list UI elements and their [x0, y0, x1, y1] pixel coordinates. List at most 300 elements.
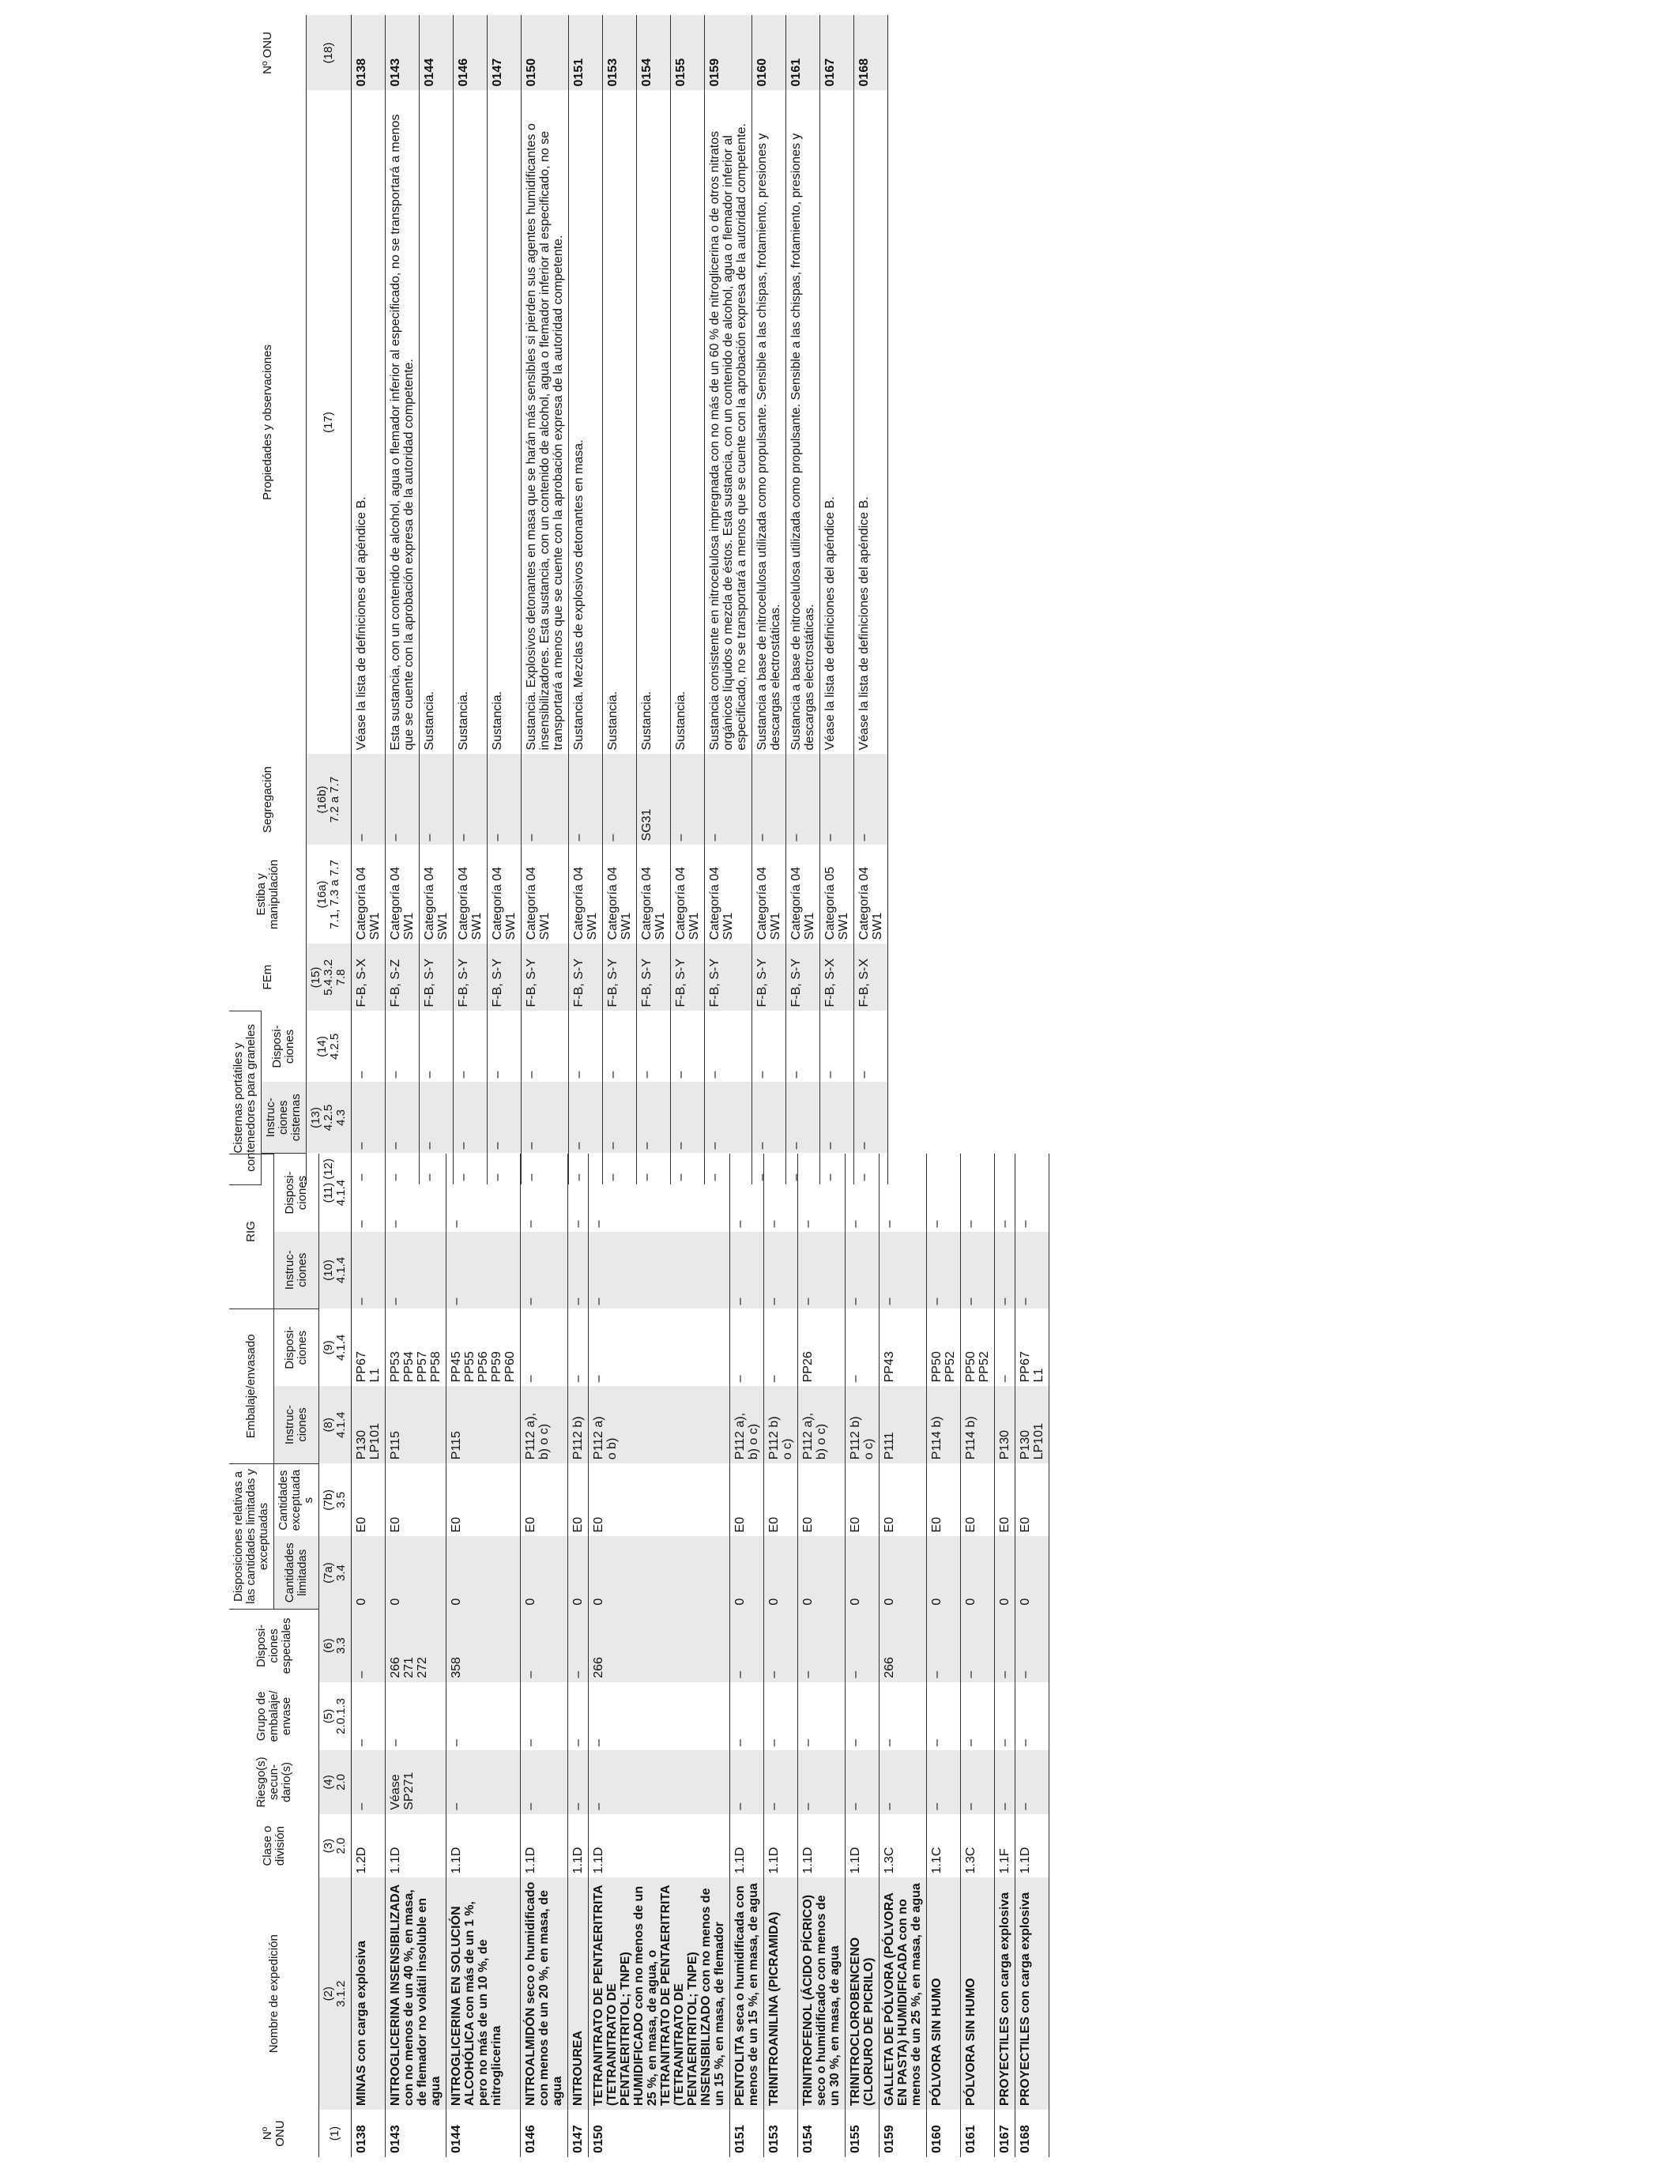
hdr-onu-right: Nº ONU — [229, 15, 307, 90]
cell-disp-cisternas: – — [854, 1011, 888, 1082]
cell-riesgo: Véase SP271 — [386, 1750, 446, 1814]
cell-nombre: TRINITROANILINA (PICRAMIDA) — [764, 1877, 798, 2110]
cell-estiba: Categoría 04 SW1 — [705, 845, 752, 943]
ref-c6: (6) 3.3 — [319, 1610, 352, 1682]
cell-instr-cisternas: – — [569, 1083, 603, 1154]
cell-emb-instr: P115 — [446, 1386, 521, 1463]
cell-onu-right: 0150 — [522, 15, 569, 90]
cell-onu-right: 0160 — [752, 15, 786, 90]
cell-disp-cisternas: – — [420, 1011, 454, 1082]
hdr-propiedades: Propiedades y observaciones — [229, 90, 307, 754]
ref-c2: (2) 3.1.2 — [319, 1877, 352, 2110]
cell-propiedades: Sustancia. — [637, 90, 671, 754]
cell-onu: 0161 — [961, 2110, 995, 2157]
cell-nombre: PROYECTILES con carga explosiva — [995, 1877, 1015, 2110]
ref-c15: (15) 5.4.3.2 7.8 — [307, 943, 352, 1011]
ref-c16a: (16a) 7.1, 7.3 a 7.7 — [307, 845, 352, 943]
ref-c4: (4) 2.0 — [319, 1750, 352, 1814]
cell-disp-especiales: – — [1015, 1610, 1049, 1682]
hdr-group-cantidades: Disposiciones relativas a las cantidades limitadas y exceptuadas — [229, 1463, 274, 1609]
cell-propiedades: Sustancia consistente en nitrocelulosa impregnada con no más de un 60 % de nitroglicerina o de otros nitratos orgánicos líquidos o mezcla de éstos. Esta sustancia, con un contenido de alcohol, agua o flemador inferior al especificado, no se transportará a menos que se cuente con la aprobación expresa de la autoridad competente. — [705, 90, 752, 754]
hdr-disp-especiales: Disposi- ciones especiales — [229, 1610, 319, 1682]
cell-instr-cisternas: – — [420, 1083, 454, 1154]
cell-onu: 0143 — [386, 2110, 446, 2157]
cell-c12: – — [820, 1154, 854, 1185]
cell-rig-disp: – — [386, 1154, 446, 1232]
cell-fem: F-B, S-X — [820, 943, 854, 1011]
cell-fem: F-B, S-Y — [488, 943, 522, 1011]
table-row — [603, 15, 637, 1184]
cell-c12: – — [752, 1154, 786, 1185]
ref-c16b: (16b) 7.2 a 7.7 — [307, 754, 352, 845]
right-table-rotated — [229, 16, 1501, 1185]
cell-emb-disp: – — [521, 1309, 568, 1386]
cell-emb-disp: PP50 PP52 — [961, 1309, 995, 1386]
cell-grupo: – — [880, 1682, 927, 1750]
cell-fem: F-B, S-Y — [522, 943, 569, 1011]
ref-c18: (18) — [307, 15, 352, 90]
cell-fem: F-B, S-Y — [454, 943, 488, 1011]
cell-nombre: TETRANITRATO DE PENTAERITRITA (TETRANITRATO DE PENTAERITRITOL; TNPE) HUMIDIFICADO con no menos de un 25 %, en masa, de agua, o TETRANITRATO DE PENTAERITRITA (TETRANITRATO DE PENTAERITRITOL; TNPE) INSENSIBILIZADO con no menos de un 15 %, en masa, de flemador — [589, 1877, 730, 2110]
cell-estiba: Categoría 04 SW1 — [752, 845, 786, 943]
cell-disp-especiales: – — [730, 1610, 764, 1682]
cell-disp-cisternas: – — [603, 1011, 637, 1082]
cell-clase: 1.2D — [352, 1814, 386, 1878]
cell-rig-disp: – — [995, 1154, 1015, 1232]
table-row — [820, 15, 854, 1184]
cell-fem: F-B, S-Y — [671, 943, 705, 1011]
cell-emb-disp: – — [568, 1309, 589, 1386]
cell-riesgo: – — [1015, 1750, 1049, 1814]
cell-emb-disp: – — [846, 1309, 880, 1386]
cell-segregacion: – — [569, 754, 603, 845]
cell-disp-cisternas: – — [752, 1011, 786, 1082]
cell-propiedades: Esta sustancia, con un contenido de alcohol, agua o flemador inferior al especificado, no se transportará a menos que se cuente con la aprobación expresa de la autoridad competente. — [386, 90, 420, 754]
cell-riesgo: – — [927, 1750, 961, 1814]
cell-c12: – — [637, 1154, 671, 1185]
cell-emb-instr: P112 b) o c) — [846, 1386, 880, 1463]
cell-disp-especiales: – — [995, 1610, 1015, 1682]
cell-emb-instr: P130 LP101 — [1015, 1386, 1049, 1463]
cell-nombre: PÓLVORA SIN HUMO — [927, 1877, 961, 2110]
cell-onu-right: 0147 — [488, 15, 522, 90]
hdr-cant-exceptuadas: Cantidades exceptuadas — [274, 1463, 319, 1536]
cell-disp-especiales: – — [764, 1610, 798, 1682]
cell-emb-disp: PP67 L1 — [352, 1309, 386, 1386]
cell-rig-disp: – — [961, 1154, 995, 1232]
cell-segregacion: SG31 — [637, 754, 671, 845]
cell-c12: – — [352, 1154, 386, 1185]
cell-fem: F-B, S-Y — [603, 943, 637, 1011]
cell-segregacion: – — [488, 754, 522, 845]
cell-emb-disp: PP67 L1 — [1015, 1309, 1049, 1386]
cell-onu-right: 0161 — [786, 15, 820, 90]
hdr-onu: Nº ONU — [229, 2110, 319, 2157]
cell-nombre: TRINITROFENOL (ÁCIDO PÍCRICO) seco o humidificado con menos de un 30 %, en masa, de agua — [798, 1877, 846, 2110]
table-row — [446, 1154, 521, 2158]
hdr-instr-cisternas: Instruc- ciones cisternas — [262, 1083, 307, 1154]
cell-estiba: Categoría 04 SW1 — [386, 845, 420, 943]
cell-clase: 1.1D — [730, 1814, 764, 1878]
cell-onu: 0159 — [880, 2110, 927, 2157]
table-row — [854, 15, 888, 1184]
cell-cant-limitadas: 0 — [568, 1536, 589, 1609]
cell-rig-instr: – — [521, 1232, 568, 1309]
cell-riesgo: – — [880, 1750, 927, 1814]
cell-riesgo: – — [521, 1750, 568, 1814]
cell-grupo: – — [352, 1682, 386, 1750]
cell-c12: – — [603, 1154, 637, 1185]
cell-cant-exceptuadas: E0 — [995, 1463, 1015, 1536]
table-row — [961, 1154, 995, 2158]
ref-c12: (12) — [307, 1154, 352, 1185]
cell-emb-disp: – — [730, 1309, 764, 1386]
cell-disp-cisternas: – — [488, 1011, 522, 1082]
cell-rig-instr: – — [386, 1232, 446, 1309]
cell-onu-right: 0154 — [637, 15, 671, 90]
ref-c9: (9) 4.1.4 — [319, 1309, 352, 1386]
cell-disp-especiales: – — [961, 1610, 995, 1682]
cell-propiedades: Sustancia. Explosivos detonantes en masa que se harán más sensibles si pierden sus agentes humidificantes o insensibilizadores. Esta sustancia, con un contenido de alcohol, agua o flemador inferior al especificado, no se transportará a menos que se cuente con la aprobación expresa de la autoridad competente. — [522, 90, 569, 754]
cell-disp-cisternas: – — [671, 1011, 705, 1082]
ref-c14: (14) 4.2.5 — [307, 1011, 352, 1082]
cell-emb-instr: P111 — [880, 1386, 927, 1463]
cell-cant-exceptuadas: E0 — [352, 1463, 386, 1536]
cell-instr-cisternas: – — [820, 1083, 854, 1154]
hdr-clase: Clase o división — [229, 1814, 319, 1878]
cell-onu: 0168 — [1015, 2110, 1049, 2157]
cell-fem: F-B, S-Y — [786, 943, 820, 1011]
table-row — [637, 15, 671, 1184]
cell-instr-cisternas: – — [854, 1083, 888, 1154]
cell-riesgo: – — [995, 1750, 1015, 1814]
cell-nombre: NITROALMIDÓN seco o humidificado con menos de un 20 %, en masa, de agua — [521, 1877, 568, 2110]
cell-cant-exceptuadas: E0 — [961, 1463, 995, 1536]
cell-clase: 1.1D — [1015, 1814, 1049, 1878]
cell-c12: – — [454, 1154, 488, 1185]
cell-cant-exceptuadas: E0 — [589, 1463, 730, 1536]
hdr-emb-disp: Disposi- ciones — [274, 1309, 319, 1386]
cell-nombre: TRINITROCLOROBENCENO (CLORURO DE PICRILO) — [846, 1877, 880, 2110]
table-row — [386, 15, 420, 1184]
cell-nombre: NITROUREA — [568, 1877, 589, 2110]
cell-estiba: Categoría 04 SW1 — [786, 845, 820, 943]
cell-cant-limitadas: 0 — [995, 1536, 1015, 1609]
cell-emb-instr: P112 a) o b) — [589, 1386, 730, 1463]
cell-segregacion: – — [454, 754, 488, 845]
hdr-cant-limitadas: Cantidades limitadas — [274, 1536, 319, 1609]
cell-cant-limitadas: 0 — [846, 1536, 880, 1609]
hdr-segregacion: Segregación — [229, 754, 307, 845]
cell-segregacion: – — [522, 754, 569, 845]
table-row — [705, 15, 752, 1184]
cell-rig-disp: – — [568, 1154, 589, 1232]
cell-instr-cisternas: – — [786, 1083, 820, 1154]
cell-propiedades: Sustancia. — [603, 90, 637, 754]
cell-onu: 0138 — [352, 2110, 386, 2157]
cell-segregacion: – — [386, 754, 420, 845]
cell-disp-especiales: 266 — [589, 1610, 730, 1682]
cell-propiedades: Sustancia. — [454, 90, 488, 754]
hdr-rig-disp: Disposi- ciones — [274, 1154, 319, 1232]
cell-clase: 1.3C — [880, 1814, 927, 1878]
cell-emb-disp: PP53 PP54 PP57 PP58 — [386, 1309, 446, 1386]
cell-rig-disp: – — [1015, 1154, 1049, 1232]
cell-disp-especiales: 266 — [880, 1610, 927, 1682]
cell-fem: F-B, S-Y — [705, 943, 752, 1011]
table-row — [420, 15, 454, 1184]
table-row — [386, 1154, 446, 2158]
cell-grupo: – — [730, 1682, 764, 1750]
table-row — [589, 1154, 730, 2158]
ref-c7a: (7a) 3.4 — [319, 1536, 352, 1609]
cell-instr-cisternas: – — [386, 1083, 420, 1154]
table-row — [798, 1154, 846, 2158]
cell-riesgo: – — [568, 1750, 589, 1814]
right-table — [229, 15, 888, 1185]
table-row — [730, 1154, 764, 2158]
cell-rig-disp: – — [798, 1154, 846, 1232]
hdr-grupo: Grupo de embalaje/ envase — [229, 1682, 319, 1750]
table-row — [1015, 1154, 1049, 2158]
cell-onu-right: 0146 — [454, 15, 488, 90]
cell-clase: 1.1D — [568, 1814, 589, 1878]
cell-grupo: – — [1015, 1682, 1049, 1750]
cell-grupo: – — [386, 1682, 446, 1750]
cell-segregacion: – — [820, 754, 854, 845]
cell-grupo: – — [521, 1682, 568, 1750]
table-row — [488, 15, 522, 1184]
cell-riesgo: – — [764, 1750, 798, 1814]
cell-fem: F-B, S-Y — [569, 943, 603, 1011]
cell-segregacion: – — [352, 754, 386, 845]
cell-cant-exceptuadas: E0 — [730, 1463, 764, 1536]
cell-c12: – — [522, 1154, 569, 1185]
cell-cant-exceptuadas: E0 — [1015, 1463, 1049, 1536]
cell-cant-limitadas: 0 — [880, 1536, 927, 1609]
cell-estiba: Categoría 04 SW1 — [420, 845, 454, 943]
cell-onu-right: 0155 — [671, 15, 705, 90]
cell-nombre: PÓLVORA SIN HUMO — [961, 1877, 995, 2110]
cell-emb-instr: P112 a), b) o c) — [521, 1386, 568, 1463]
cell-onu-right: 0143 — [386, 15, 420, 90]
cell-instr-cisternas: – — [454, 1083, 488, 1154]
cell-instr-cisternas: – — [522, 1083, 569, 1154]
cell-rig-disp: – — [927, 1154, 961, 1232]
cell-segregacion: – — [420, 754, 454, 845]
cell-c12: – — [420, 1154, 454, 1185]
cell-cant-limitadas: 0 — [386, 1536, 446, 1609]
ref-c5: (5) 2.0.1.3 — [319, 1682, 352, 1750]
left-table-body — [352, 1154, 1049, 2158]
cell-propiedades: Sustancia a base de nitrocelulosa utilizada como propulsante. Sensible a las chispas, frotamiento, presiones y descargas electrostáticas. — [786, 90, 820, 754]
table-row — [880, 1154, 927, 2158]
cell-cant-exceptuadas: E0 — [446, 1463, 521, 1536]
cell-rig-instr: – — [995, 1232, 1015, 1309]
table-row — [927, 1154, 961, 2158]
cell-propiedades: Sustancia. — [671, 90, 705, 754]
cell-onu-right: 0144 — [420, 15, 454, 90]
cell-disp-especiales: – — [521, 1610, 568, 1682]
cell-onu: 0144 — [446, 2110, 521, 2157]
cell-rig-instr: – — [846, 1232, 880, 1309]
cell-estiba: Categoría 05 SW1 — [820, 845, 854, 943]
cell-nombre: GALLETA DE PÓLVORA (PÓLVORA EN PASTA) HUMIDIFICADA con no menos de un 25 %, en masa, de agua — [880, 1877, 927, 2110]
cell-disp-cisternas: – — [705, 1011, 752, 1082]
cell-riesgo: – — [798, 1750, 846, 1814]
table-row — [454, 15, 488, 1184]
cell-onu: 0153 — [764, 2110, 798, 2157]
cell-instr-cisternas: – — [488, 1083, 522, 1154]
cell-rig-instr: – — [961, 1232, 995, 1309]
cell-onu-right: 0167 — [820, 15, 854, 90]
table-row — [521, 1154, 568, 2158]
cell-rig-disp: – — [589, 1154, 730, 1232]
cell-rig-disp: – — [730, 1154, 764, 1232]
cell-grupo: – — [568, 1682, 589, 1750]
cell-nombre: PENTOLITA seca o humidificada con menos de un 15 %, en masa, de agua — [730, 1877, 764, 2110]
cell-grupo: – — [764, 1682, 798, 1750]
cell-cant-limitadas: 0 — [798, 1536, 846, 1609]
cell-estiba: Categoría 04 SW1 — [569, 845, 603, 943]
hdr-group-cisternas: Cisternas portátiles y contenedores para graneles — [229, 1011, 262, 1184]
cell-riesgo: – — [846, 1750, 880, 1814]
cell-disp-cisternas: – — [454, 1011, 488, 1082]
cell-nombre: NITROGLICERINA EN SOLUCIÓN ALCOHÓLICA con más de un 1 %, pero no más de un 10 %, de nitroglicerina — [446, 1877, 521, 2110]
cell-nombre: MINAS con carga explosiva — [352, 1877, 386, 2110]
cell-cant-limitadas: 0 — [446, 1536, 521, 1609]
cell-emb-instr: P130 — [995, 1386, 1015, 1463]
cell-clase: 1.1D — [764, 1814, 798, 1878]
cell-instr-cisternas: – — [352, 1083, 386, 1154]
cell-cant-limitadas: 0 — [589, 1536, 730, 1609]
cell-propiedades: Véase la lista de definiciones del apéndice B. — [854, 90, 888, 754]
left-table-rotated — [229, 1154, 1446, 2157]
cell-emb-disp: – — [589, 1309, 730, 1386]
cell-disp-especiales: – — [352, 1610, 386, 1682]
cell-cant-limitadas: 0 — [961, 1536, 995, 1609]
cell-cant-limitadas: 0 — [927, 1536, 961, 1609]
cell-clase: 1.1D — [386, 1814, 446, 1878]
cell-disp-cisternas: – — [637, 1011, 671, 1082]
cell-cant-exceptuadas: E0 — [521, 1463, 568, 1536]
cell-estiba: Categoría 04 SW1 — [854, 845, 888, 943]
cell-segregacion: – — [786, 754, 820, 845]
cell-segregacion: – — [752, 754, 786, 845]
cell-riesgo: – — [446, 1750, 521, 1814]
cell-propiedades: Sustancia. Mezclas de explosivos detonantes en masa. — [569, 90, 603, 754]
cell-onu: 0160 — [927, 2110, 961, 2157]
table-row — [352, 1154, 386, 2158]
hdr-riesgo: Riesgo(s) secun- dario(s) — [229, 1750, 319, 1814]
cell-nombre: PROYECTILES con carga explosiva — [1015, 1877, 1049, 2110]
cell-grupo: – — [589, 1682, 730, 1750]
cell-clase: 1.3C — [961, 1814, 995, 1878]
cell-fem: F-B, S-Y — [420, 943, 454, 1011]
table-row — [352, 15, 386, 1184]
hdr-disp-cisternas: Disposi- ciones — [262, 1011, 307, 1082]
cell-cant-exceptuadas: E0 — [846, 1463, 880, 1536]
cell-segregacion: – — [705, 754, 752, 845]
ref-c1: (1) — [319, 2110, 352, 2157]
cell-propiedades: Sustancia. — [420, 90, 454, 754]
cell-disp-cisternas: – — [522, 1011, 569, 1082]
cell-instr-cisternas: – — [671, 1083, 705, 1154]
cell-instr-cisternas: – — [637, 1083, 671, 1154]
cell-instr-cisternas: – — [752, 1083, 786, 1154]
cell-riesgo: – — [589, 1750, 730, 1814]
cell-cant-exceptuadas: E0 — [927, 1463, 961, 1536]
cell-grupo: – — [846, 1682, 880, 1750]
ref-c8: (8) 4.1.4 — [319, 1386, 352, 1463]
cell-cant-limitadas: 0 — [521, 1536, 568, 1609]
cell-nombre: NITROGLICERINA INSENSIBILIZADA con no menos de un 40 %, en masa, de flemador no volátil insoluble en agua — [386, 1877, 446, 2110]
cell-disp-cisternas: – — [352, 1011, 386, 1082]
cell-rig-disp: – — [446, 1154, 521, 1232]
cell-rig-disp: – — [352, 1154, 386, 1232]
ref-c10: (10) 4.1.4 — [319, 1232, 352, 1309]
cell-cant-limitadas: 0 — [730, 1536, 764, 1609]
cell-riesgo: – — [730, 1750, 764, 1814]
table-row — [522, 15, 569, 1184]
cell-grupo: – — [446, 1682, 521, 1750]
cell-rig-instr: – — [352, 1232, 386, 1309]
cell-cant-limitadas: 0 — [352, 1536, 386, 1609]
cell-propiedades: Véase la lista de definiciones del apéndice B. — [352, 90, 386, 754]
cell-clase: 1.1D — [446, 1814, 521, 1878]
hdr-estiba: Estiba y manipulación — [229, 845, 307, 943]
cell-rig-instr: – — [446, 1232, 521, 1309]
cell-emb-disp: PP43 — [880, 1309, 927, 1386]
cell-emb-disp: – — [995, 1309, 1015, 1386]
cell-emb-instr: P112 b) — [568, 1386, 589, 1463]
ref-c13: (13) 4.2.5 4.3 — [307, 1083, 352, 1154]
cell-estiba: Categoría 04 SW1 — [671, 845, 705, 943]
cell-emb-instr: P112 b) o c) — [764, 1386, 798, 1463]
cell-fem: F-B, S-X — [352, 943, 386, 1011]
cell-onu: 0147 — [568, 2110, 589, 2157]
cell-rig-disp: – — [521, 1154, 568, 1232]
cell-rig-instr: – — [764, 1232, 798, 1309]
cell-emb-instr: P114 b) — [927, 1386, 961, 1463]
cell-disp-especiales: – — [798, 1610, 846, 1682]
cell-segregacion: – — [854, 754, 888, 845]
cell-onu: 0151 — [730, 2110, 764, 2157]
cell-fem: F-B, S-Y — [637, 943, 671, 1011]
cell-cant-exceptuadas: E0 — [798, 1463, 846, 1536]
cell-onu: 0154 — [798, 2110, 846, 2157]
cell-cant-exceptuadas: E0 — [880, 1463, 927, 1536]
cell-emb-instr: P112 a), b) o c) — [730, 1386, 764, 1463]
cell-onu: 0155 — [846, 2110, 880, 2157]
cell-clase: 1.1D — [521, 1814, 568, 1878]
cell-estiba: Categoría 04 SW1 — [603, 845, 637, 943]
right-table-body — [352, 15, 888, 1184]
cell-clase: 1.1D — [846, 1814, 880, 1878]
cell-estiba: Categoría 04 SW1 — [637, 845, 671, 943]
ref-c3: (3) 2.0 — [319, 1814, 352, 1878]
cell-propiedades: Sustancia a base de nitrocelulosa utilizada como propulsante. Sensible a las chispas, frotamiento, presiones y descargas electrostáticas. — [752, 90, 786, 754]
cell-estiba: Categoría 04 SW1 — [522, 845, 569, 943]
cell-rig-instr: – — [1015, 1232, 1049, 1309]
cell-rig-instr: – — [589, 1232, 730, 1309]
table-row — [671, 15, 705, 1184]
cell-rig-instr: – — [568, 1232, 589, 1309]
cell-clase: 1.1C — [927, 1814, 961, 1878]
cell-emb-disp: PP45 PP55 PP56 PP59 PP60 — [446, 1309, 521, 1386]
cell-onu: 0146 — [521, 2110, 568, 2157]
cell-onu: 0150 — [589, 2110, 730, 2157]
